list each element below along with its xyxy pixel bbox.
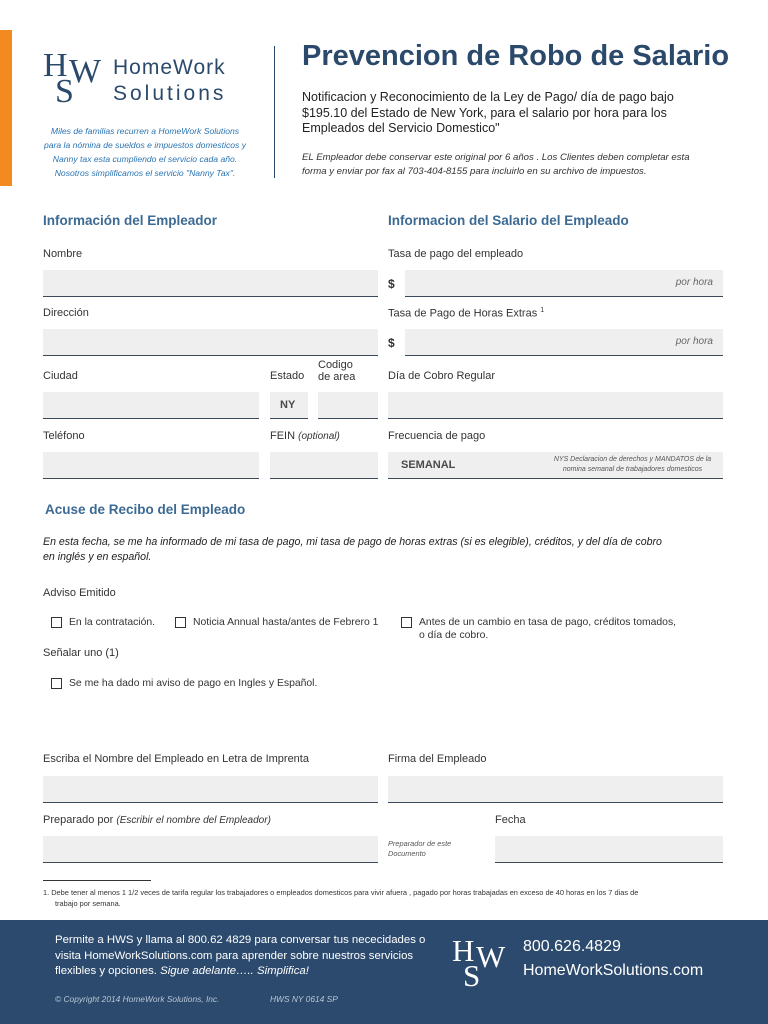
footer-logo-mark — [452, 934, 508, 990]
subtitle-line: Empleados del Servicio Domestico" — [302, 121, 500, 135]
footnote-line: 1. Debe tener al menos 1 1/2 veces de tarifa regular los trabajadores o empleados domesticos para vivir afuera , pagado por horas trabajadas en exceso de 40 horas en los 7 dias de — [43, 888, 639, 897]
before-change-line: o día de cobro. — [419, 630, 489, 641]
notice-issued-label: Adviso Emitido — [43, 587, 116, 599]
tagline-line: para la nómina de sueldos e impuestos domesticos y — [43, 140, 247, 150]
fein-label — [270, 430, 340, 442]
language-notice-label: Se me ha dado mi aviso de pago en Ingles y Español. — [69, 678, 318, 689]
svg-text:W: W — [69, 53, 102, 90]
page-subtitle — [302, 90, 702, 137]
subtitle-line: Notificacion y Reconocimiento de la Ley de Pago/ día de pago bajo — [302, 90, 674, 104]
state-label: Estado — [270, 370, 305, 382]
document-id: HWS NY 0614 SP — [270, 994, 338, 1004]
footer-message — [55, 933, 445, 980]
at-hire-checkbox[interactable] — [51, 617, 62, 628]
pay-frequency-note — [545, 455, 720, 475]
prepared-by-field[interactable] — [43, 836, 378, 863]
before-change-label — [419, 616, 676, 642]
pay-rate-label: Tasa de pago del empleado — [388, 248, 524, 260]
footer-slogan: Sigue adelante….. Simplifica! — [160, 965, 309, 977]
note-line: EL Empleador debe conservar este original por 6 años . Los Clientes deben completar esta — [302, 152, 690, 163]
tagline-line: Miles de familias recurren a HomeWork Solutions — [50, 126, 240, 136]
copyright-text: © Copyright 2014 HomeWork Solutions, Inc. — [55, 994, 220, 1004]
pay-frequency-label: Frecuencia de pago — [388, 430, 486, 442]
logo-word-homework: HomeWork — [113, 56, 226, 79]
pay-rate-unit: por hora — [675, 277, 713, 288]
pay-rate-currency: $ — [388, 277, 395, 291]
address-field[interactable] — [43, 329, 378, 356]
prepared-by-label — [43, 814, 271, 826]
employer-name-label: Nombre — [43, 248, 83, 260]
employee-signature-label: Firma del Empleado — [388, 753, 487, 765]
phone-field[interactable] — [43, 452, 259, 479]
footer-line-plain: flexibles y opciones. — [55, 965, 161, 977]
before-change-line: Antes de un cambio en tasa de pago, créditos tomados, — [419, 617, 677, 628]
state-value: NY — [280, 399, 296, 411]
zip-label-line: Codigo — [318, 359, 353, 371]
city-label: Ciudad — [43, 370, 78, 382]
page-title: Prevencion de Robo de Salario — [302, 40, 730, 72]
address-label: Dirección — [43, 307, 89, 319]
intro-line: En esta fecha, se me ha informado de mi tasa de pago, mi tasa de pago de horas extras (si es elegible), créditos, y del día de cobro — [43, 536, 662, 548]
employee-signature-field[interactable] — [388, 776, 723, 803]
print-name-field[interactable] — [43, 776, 378, 803]
overtime-footnote-ref: 1 — [540, 307, 545, 314]
at-hire-label: En la contratación. — [69, 617, 156, 628]
payday-label: Día de Cobro Regular — [388, 370, 496, 382]
salary-section-title: Informacion del Salario del Empleado — [388, 213, 629, 228]
logo-word-solutions: Solutions — [113, 82, 227, 105]
pay-rate-field[interactable] — [405, 270, 723, 297]
svg-text:H: H — [452, 934, 475, 968]
prepared-by-text: Preparado por — [43, 814, 114, 826]
annual-notice-checkbox[interactable] — [175, 617, 186, 628]
footer-line — [55, 964, 445, 980]
preparer-note-line: Documento — [388, 849, 426, 858]
acknowledgement-section-title: Acuse de Recibo del Empleado — [45, 502, 246, 517]
footer-website-link[interactable]: HomeWorkSolutions.com — [523, 962, 704, 979]
frequency-note-line: nomina semanal de trabajadores domesticos — [562, 466, 703, 473]
date-field[interactable] — [495, 836, 723, 863]
overtime-rate-unit: por hora — [675, 336, 713, 347]
overtime-rate-label-text: Tasa de Pago de Horas Extras — [388, 307, 538, 320]
footer-line: Permite a HWS y llama al 800.62 4829 para conversar tus nececidades o — [55, 934, 426, 946]
print-name-label: Escriba el Nombre del Empleado en Letra de Imprenta — [43, 753, 309, 765]
employer-name-field[interactable] — [43, 270, 378, 297]
brand-tagline — [40, 124, 250, 180]
phone-label: Teléfono — [43, 430, 85, 442]
svg-text:S: S — [55, 73, 74, 106]
svg-text:H: H — [43, 47, 68, 84]
svg-text:S: S — [463, 958, 481, 990]
language-notice-checkbox[interactable] — [51, 678, 62, 689]
annual-notice-label: Noticia Annual hasta/antes de Febrero 1 — [193, 617, 379, 628]
retention-note — [302, 151, 712, 179]
tagline-line: Nosotros simplificamos el servicio "Nanny Tax". — [54, 168, 236, 178]
frequency-note-line: NYS Declaracion de derechos y MANDATOS de la — [553, 456, 712, 463]
pay-frequency-field[interactable] — [388, 452, 723, 479]
fein-field[interactable] — [270, 452, 378, 479]
header-divider — [274, 46, 275, 178]
subtitle-line: $195.10 del Estado de New York, para el salario por hora para los — [302, 105, 667, 120]
footnote-line: trabajo por semana. — [55, 899, 121, 908]
footer-phone[interactable]: 800.626.4829 — [523, 938, 621, 955]
zip-label-line: de area — [318, 371, 356, 383]
city-field[interactable] — [43, 392, 259, 419]
company-logo — [43, 46, 253, 106]
fein-label-text: FEIN — [270, 430, 296, 442]
acknowledgement-intro — [43, 535, 683, 565]
tagline-line: Nanny tax esta cumpliendo el servicio cada año. — [52, 154, 238, 164]
before-change-checkbox[interactable] — [401, 617, 412, 628]
hsw-logo-mark — [43, 46, 105, 106]
accent-bar — [0, 30, 12, 186]
footer-line: visita HomeWorkSolutions.com para aprender sobre nuestros servicios — [55, 949, 414, 962]
overtime-rate-currency: $ — [388, 336, 395, 350]
employer-section-title: Información del Empleador — [43, 213, 218, 228]
overtime-rate-field[interactable] — [405, 329, 723, 356]
footnote — [43, 887, 723, 909]
date-label: Fecha — [495, 814, 526, 826]
footnote-divider — [43, 880, 151, 881]
svg-text:W: W — [476, 939, 506, 974]
overtime-rate-label — [388, 307, 544, 320]
preparer-document-note — [388, 839, 451, 859]
state-field[interactable] — [270, 392, 308, 419]
zip-field[interactable] — [318, 392, 378, 419]
intro-line: en inglés y en español. — [43, 551, 152, 563]
mark-one-label: Señalar uno (1) — [43, 647, 119, 659]
fein-optional-note: (optional) — [298, 431, 340, 442]
payday-field[interactable] — [388, 392, 723, 419]
prepared-by-note: (Escribir el nombre del Empleador) — [116, 815, 271, 826]
zip-label — [318, 359, 355, 383]
note-line: forma y enviar por fax al 703-404-8155 para incluirlo en su archivo de impuestos. — [302, 166, 647, 177]
preparer-note-line: Preparador de este — [388, 839, 452, 848]
pay-frequency-value: SEMANAL — [401, 459, 456, 471]
